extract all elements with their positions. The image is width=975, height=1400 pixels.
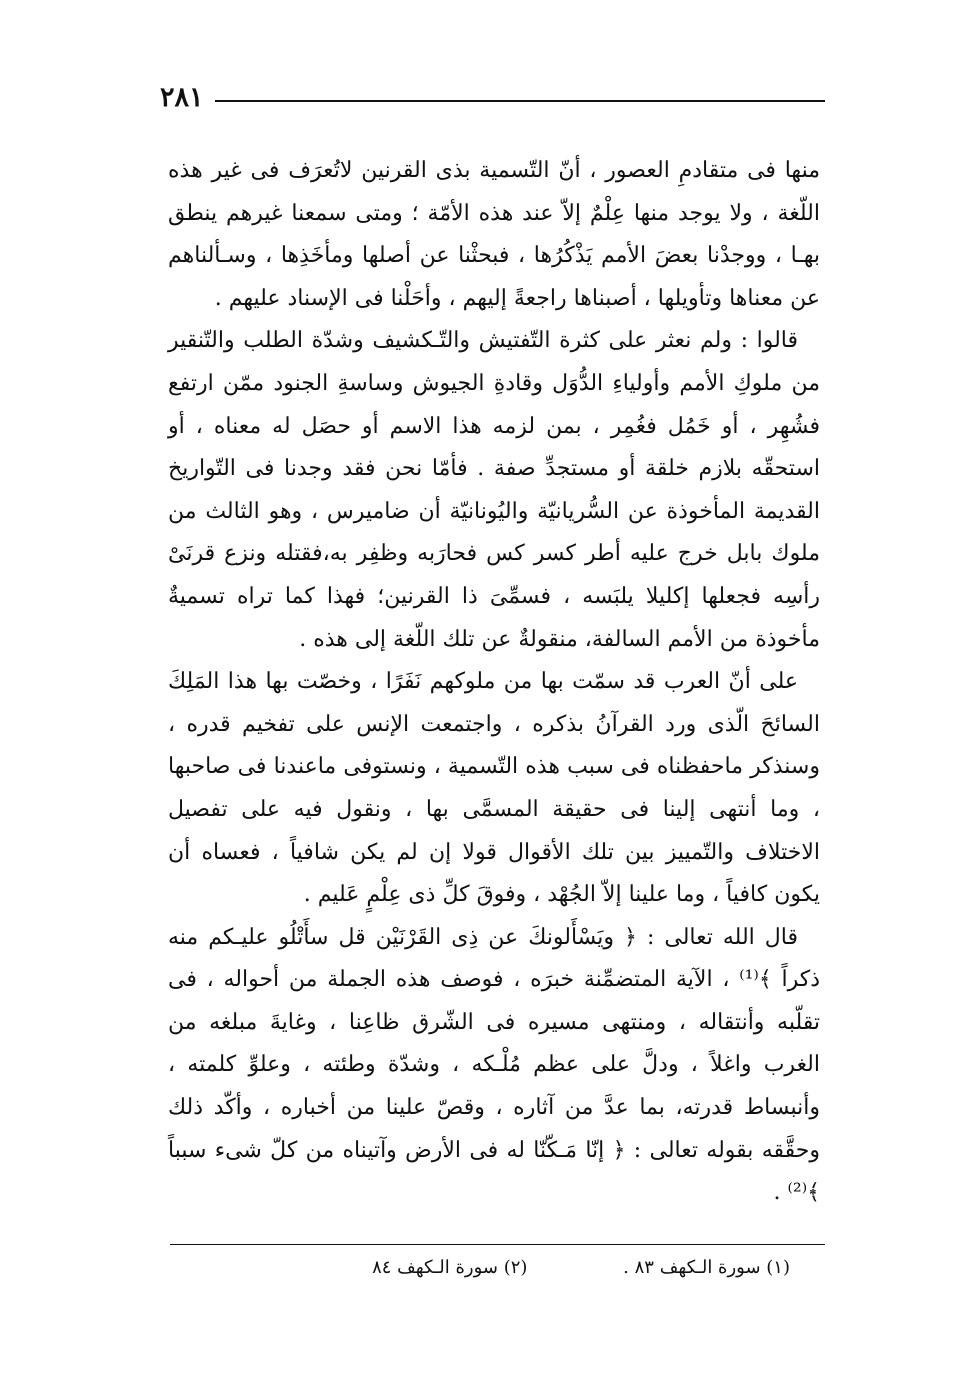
header-rule xyxy=(215,100,825,102)
footnotes xyxy=(290,1255,790,1281)
footnote-1: (١) سورة الـكهف ٨٣ . xyxy=(623,1257,790,1278)
page-header xyxy=(215,78,825,118)
footnote-rule xyxy=(170,1244,825,1245)
paragraph-1: منها فى متقادمِ العصور ، أنّ التّسمية بذى القرنين لاتُعرَف فى غير هذه اللّغة ، ولا يوجد منها عِلْمٌ إلاّ عند هذه الأمّة ؛ ومتى سمعنا غيرهم ينطق بهـا ، ووجدْنا بعضَ الأمم يَذْكُرُها ، فبحثْنا عن أصلها ومأخَذِها ، وسـألناهم عن معناها وتأويلها ، أصبناها راجعةً إليهم ، وأحَلْنا فى الإسناد عليهم . xyxy=(168,158,820,311)
paragraph-2: قالوا : ولم نعثر على كثرة التّفتيش والتّـكشيف وشدّة الطلب والتّنقير من ملوكِ الأمم وأولياءِ الدُّوَل وقادةِ الجيوش وساسةِ الجنود ممّن ارتفع فشُهِر ، أو خَمُل فغُمِر ، بمن لزمه هذا الاسم أو حصَل له معناه ، أو استحقّه بلازم خلقة أو مستجدِّ صفة . فأمّا نحن فقد وجدنا فى التّواريخ القديمة المأخوذة عن السُّريانيّة واليُونانيّة أن ضاميرس ، وهو الثالث من ملوك بابل خرج عليه أطر كسر كس فحارَبه وظفِر به،فقتله ونزع قرنَىْ رأسِه فجعلها إكليلا يلبَسه ، فسمِّىَ ذا القرنين؛ فهذا كما تراه تسميةٌ مأخوذة من الأمم السالفة، منقولةٌ عن تلك اللّغة إلى هذه . xyxy=(168,328,820,652)
paragraph-4: قال الله تعالى : ﴿ ويَسْأَلونكَ عن ذِى القَرْنَيْن قل سأَتْلُو عليـكم منه ذكراً ﴾⁽¹⁾ ، الآية المتضمِّنة خبرَه ، فوصف هذه الجملة من أحواله ، فى تقلّبه وأنتقاله ، ومنتهى مسيره فى الشّرق ظاعِنا ، وغايةَ مبلغه من الغرب واغلاً ، ودلَّ على عظم مُلْـكه ، وشدّة وطئته ، وعلوِّ كلمته ، وأنبساط قدرته، بما عدَّ من آثاره ، وقصّ علينا من أخباره ، وأكّد ذلك وحقَّقه بقوله تعالى : ﴿ إنّا مَـكّنّا له فى الأرض وآتيناه من كلّ شىء سبباً ﴾⁽²⁾ . xyxy=(168,924,820,1206)
body-text xyxy=(168,150,820,1215)
footnote-2: (٢) سورة الـكهف ٨٤ xyxy=(372,1257,528,1278)
page-number: ٢٨١ xyxy=(160,78,214,118)
paragraph-3: على أنّ العرب قد سمّت بها من ملوكهم نَفَرًا ، وخصّت بها هذا المَلِكَ السائحَ الّذى ورد القرآنُ بذكره ، واجتمعت الإنس على تفخيم قدره ، وسنذكر ماحفظناه فى سبب هذه التّسمية ، ونستوفى ماعندنا فى صاحبها ، وما أنتهى إلينا فى حقيقة المسمَّى بها ، ونقول فيه على تفصيل الاختلاف والتّمييز بين تلك الأقوال قولا إن لم يكن شافياً ، فعساه أن يكون كافياً ، وما علينا إلاّ الجُهْد ، وفوقَ كلِّ ذى عِلْمٍ عَليم . xyxy=(168,669,820,908)
